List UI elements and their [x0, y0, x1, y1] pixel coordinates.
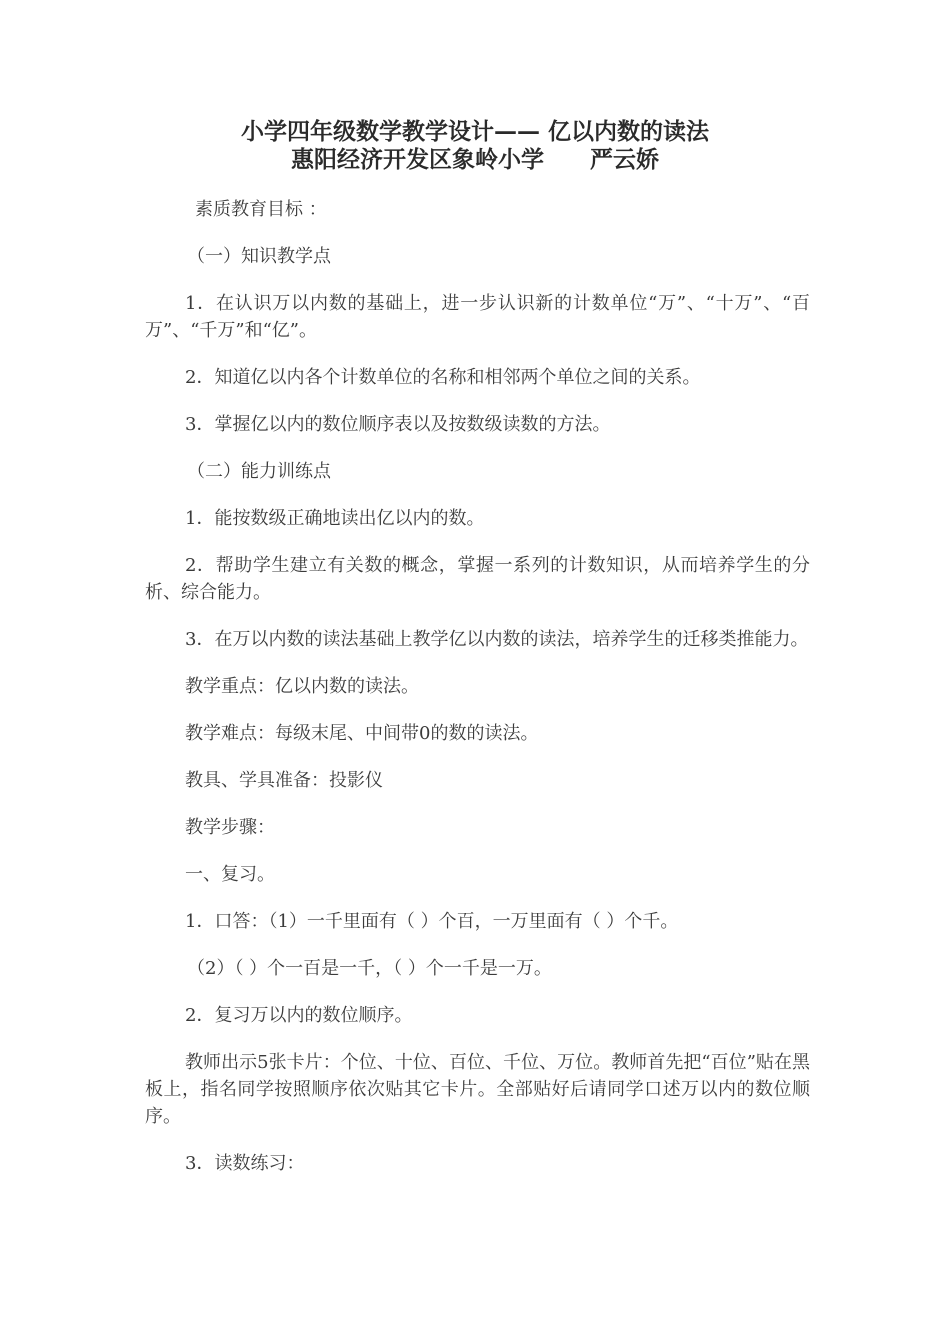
paragraph-ability-3: 3．在万以内数的读法基础上教学亿以内数的读法，培养学生的迁移类推能力。 — [185, 629, 809, 650]
paragraph-teaching-steps: 教学步骤： — [185, 817, 275, 838]
paragraph-knowledge-2: 2．知道亿以内各个计数单位的名称和相邻两个单位之间的关系。 — [185, 367, 701, 388]
paragraph-review-cards: 教师出示5张卡片：个位、十位、百位、千位、万位。教师首先把“百位”贴在黑板上，指名同学按照顺序依次贴其它卡片。全部贴好后请同学口述万以内的数位顺序。 — [145, 1052, 810, 1127]
paragraph-objectives: 素质教育目标 ： — [195, 199, 327, 220]
paragraph-review-heading: 一、复习。 — [185, 864, 275, 885]
document-body — [145, 196, 810, 1197]
paragraph-section-knowledge: （一）知识教学点 — [187, 246, 331, 267]
paragraph-knowledge-1: 1．在认识万以内数的基础上，进一步认识新的计数单位“万”、“十万”、“百万”、“千万”和“亿”。 — [145, 293, 810, 341]
paragraph-ability-2: 2．帮助学生建立有关数的概念，掌握一系列的计数知识，从而培养学生的分析、综合能力。 — [145, 555, 810, 603]
paragraph-knowledge-3: 3．掌握亿以内的数位顺序表以及按数级读数的方法。 — [185, 414, 611, 435]
paragraph-review-1: 1．口答：（1）一千里面有（ ）个百，一万里面有（ ）个千。 — [185, 911, 679, 932]
title-block — [0, 118, 950, 174]
paragraph-section-ability: （二）能力训练点 — [187, 461, 331, 482]
paragraph-review-3: 3．读数练习： — [185, 1153, 305, 1174]
paragraph-review-2: 2．复习万以内的数位顺序。 — [185, 1005, 413, 1026]
paragraph-review-1-part-2: （2）（ ）个一百是一千，（ ）个一千是一万。 — [187, 958, 552, 979]
paragraph-ability-1: 1．能按数级正确地读出亿以内的数。 — [185, 508, 485, 529]
paragraph-difficult-point: 教学难点：每级末尾、中间带0的数的读法。 — [185, 723, 539, 744]
author-line: 惠阳经济开发区象岭小学 严云娇 — [291, 146, 659, 173]
paragraph-teaching-aids: 教具、学具准备：投影仪 — [185, 770, 383, 791]
document-title: 小学四年级数学教学设计—— 亿以内数的读法 — [240, 118, 709, 145]
paragraph-key-point: 教学重点：亿以内数的读法。 — [185, 676, 419, 697]
